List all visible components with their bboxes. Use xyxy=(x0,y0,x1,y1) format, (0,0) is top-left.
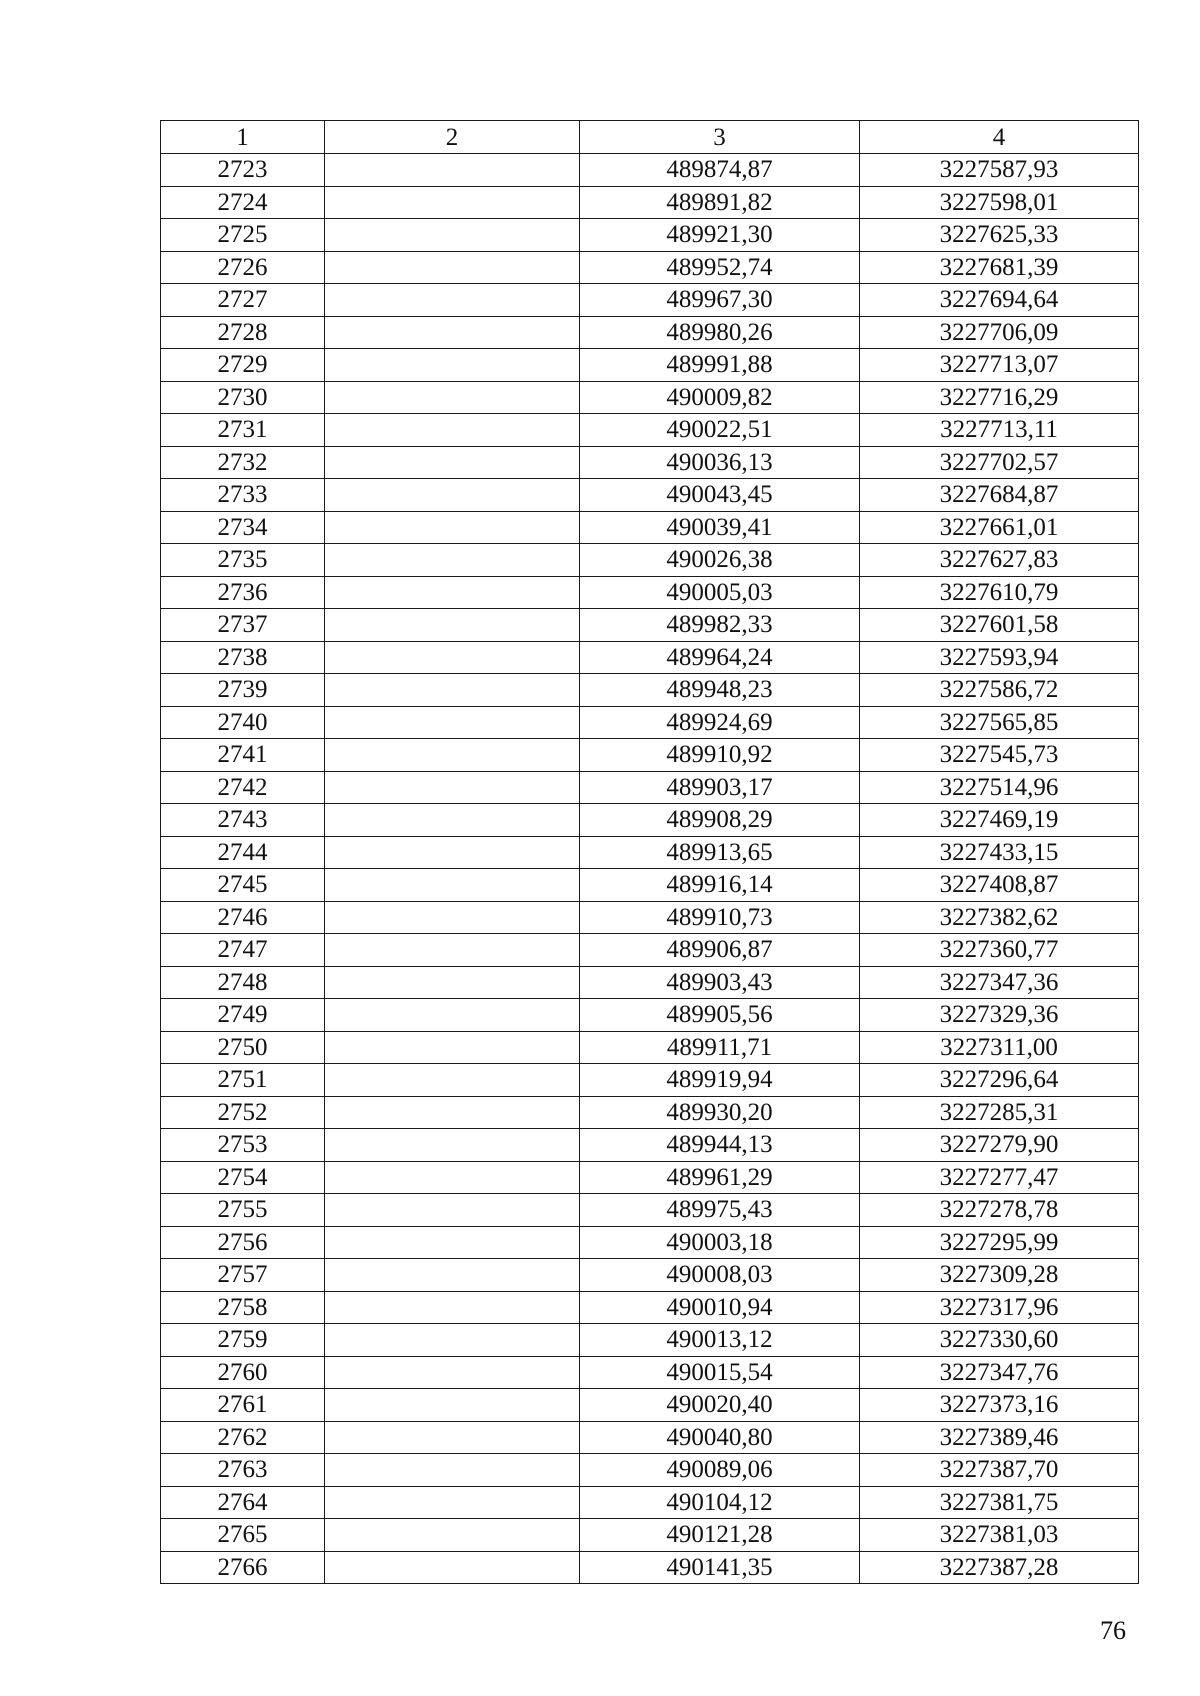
column-2-cell xyxy=(325,1486,580,1519)
x-coordinate-cell: 489964,24 xyxy=(580,641,860,674)
column-2-cell xyxy=(325,739,580,772)
x-coordinate-cell: 490015,54 xyxy=(580,1356,860,1389)
table-row xyxy=(161,1291,1139,1324)
y-coordinate-cell: 3227387,28 xyxy=(860,1551,1139,1584)
point-number-cell: 2754 xyxy=(161,1161,325,1194)
x-coordinate-cell: 489910,92 xyxy=(580,739,860,772)
column-2-cell xyxy=(325,544,580,577)
column-2-cell xyxy=(325,1389,580,1422)
header-row xyxy=(161,121,1139,154)
point-number-cell: 2757 xyxy=(161,1259,325,1292)
point-number-cell: 2743 xyxy=(161,804,325,837)
point-number-cell: 2744 xyxy=(161,836,325,869)
table-row xyxy=(161,1129,1139,1162)
y-coordinate-cell: 3227625,33 xyxy=(860,219,1139,252)
y-coordinate-cell: 3227381,03 xyxy=(860,1519,1139,1552)
column-2-cell xyxy=(325,901,580,934)
column-2-cell xyxy=(325,609,580,642)
column-2-cell xyxy=(325,999,580,1032)
y-coordinate-cell: 3227469,19 xyxy=(860,804,1139,837)
point-number-cell: 2745 xyxy=(161,869,325,902)
y-coordinate-cell: 3227329,36 xyxy=(860,999,1139,1032)
x-coordinate-cell: 489952,74 xyxy=(580,251,860,284)
x-coordinate-cell: 490121,28 xyxy=(580,1519,860,1552)
x-coordinate-cell: 490026,38 xyxy=(580,544,860,577)
y-coordinate-cell: 3227347,36 xyxy=(860,966,1139,999)
y-coordinate-cell: 3227586,72 xyxy=(860,674,1139,707)
column-2-cell xyxy=(325,349,580,382)
point-number-cell: 2737 xyxy=(161,609,325,642)
y-coordinate-cell: 3227311,00 xyxy=(860,1031,1139,1064)
table-row xyxy=(161,609,1139,642)
table-row xyxy=(161,414,1139,447)
y-coordinate-cell: 3227593,94 xyxy=(860,641,1139,674)
table-row xyxy=(161,186,1139,219)
y-coordinate-cell: 3227684,87 xyxy=(860,479,1139,512)
column-2-cell xyxy=(325,641,580,674)
table-row xyxy=(161,576,1139,609)
column-2-cell xyxy=(325,1194,580,1227)
x-coordinate-cell: 489944,13 xyxy=(580,1129,860,1162)
point-number-cell: 2748 xyxy=(161,966,325,999)
x-coordinate-cell: 490141,35 xyxy=(580,1551,860,1584)
point-number-cell: 2761 xyxy=(161,1389,325,1422)
point-number-cell: 2755 xyxy=(161,1194,325,1227)
column-header-3: 3 xyxy=(580,121,860,154)
table-row xyxy=(161,804,1139,837)
point-number-cell: 2760 xyxy=(161,1356,325,1389)
y-coordinate-cell: 3227706,09 xyxy=(860,316,1139,349)
point-number-cell: 2747 xyxy=(161,934,325,967)
table-row xyxy=(161,966,1139,999)
y-coordinate-cell: 3227373,16 xyxy=(860,1389,1139,1422)
column-2-cell xyxy=(325,576,580,609)
point-number-cell: 2766 xyxy=(161,1551,325,1584)
y-coordinate-cell: 3227389,46 xyxy=(860,1421,1139,1454)
column-header-2: 2 xyxy=(325,121,580,154)
table-row xyxy=(161,381,1139,414)
column-2-cell xyxy=(325,479,580,512)
point-number-cell: 2740 xyxy=(161,706,325,739)
column-2-cell xyxy=(325,869,580,902)
table-row xyxy=(161,674,1139,707)
column-2-cell xyxy=(325,771,580,804)
table-row xyxy=(161,1486,1139,1519)
column-2-cell xyxy=(325,966,580,999)
column-2-cell xyxy=(325,804,580,837)
point-number-cell: 2734 xyxy=(161,511,325,544)
column-2-cell xyxy=(325,1421,580,1454)
point-number-cell: 2739 xyxy=(161,674,325,707)
table-row xyxy=(161,641,1139,674)
y-coordinate-cell: 3227381,75 xyxy=(860,1486,1139,1519)
y-coordinate-cell: 3227598,01 xyxy=(860,186,1139,219)
y-coordinate-cell: 3227627,83 xyxy=(860,544,1139,577)
column-2-cell xyxy=(325,1356,580,1389)
page-number: 76 xyxy=(1100,1616,1126,1645)
column-2-cell xyxy=(325,1519,580,1552)
y-coordinate-cell: 3227295,99 xyxy=(860,1226,1139,1259)
y-coordinate-cell: 3227408,87 xyxy=(860,869,1139,902)
point-number-cell: 2723 xyxy=(161,154,325,187)
x-coordinate-cell: 490010,94 xyxy=(580,1291,860,1324)
point-number-cell: 2736 xyxy=(161,576,325,609)
x-coordinate-cell: 489874,87 xyxy=(580,154,860,187)
x-coordinate-cell: 489967,30 xyxy=(580,284,860,317)
point-number-cell: 2759 xyxy=(161,1324,325,1357)
point-number-cell: 2738 xyxy=(161,641,325,674)
x-coordinate-cell: 489961,29 xyxy=(580,1161,860,1194)
x-coordinate-cell: 490040,80 xyxy=(580,1421,860,1454)
y-coordinate-cell: 3227716,29 xyxy=(860,381,1139,414)
table-body xyxy=(161,154,1139,1584)
column-2-cell xyxy=(325,1129,580,1162)
x-coordinate-cell: 490022,51 xyxy=(580,414,860,447)
table-row xyxy=(161,1064,1139,1097)
x-coordinate-cell: 489924,69 xyxy=(580,706,860,739)
table-row xyxy=(161,251,1139,284)
table-row xyxy=(161,836,1139,869)
y-coordinate-cell: 3227610,79 xyxy=(860,576,1139,609)
x-coordinate-cell: 489891,82 xyxy=(580,186,860,219)
table-header xyxy=(161,121,1139,154)
point-number-cell: 2751 xyxy=(161,1064,325,1097)
point-number-cell: 2742 xyxy=(161,771,325,804)
table-row xyxy=(161,869,1139,902)
y-coordinate-cell: 3227279,90 xyxy=(860,1129,1139,1162)
x-coordinate-cell: 490089,06 xyxy=(580,1454,860,1487)
table-row xyxy=(161,706,1139,739)
x-coordinate-cell: 489921,30 xyxy=(580,219,860,252)
x-coordinate-cell: 489910,73 xyxy=(580,901,860,934)
column-2-cell xyxy=(325,1161,580,1194)
point-number-cell: 2753 xyxy=(161,1129,325,1162)
point-number-cell: 2726 xyxy=(161,251,325,284)
table-row xyxy=(161,316,1139,349)
point-number-cell: 2729 xyxy=(161,349,325,382)
x-coordinate-cell: 489980,26 xyxy=(580,316,860,349)
y-coordinate-cell: 3227285,31 xyxy=(860,1096,1139,1129)
y-coordinate-cell: 3227681,39 xyxy=(860,251,1139,284)
column-2-cell xyxy=(325,836,580,869)
table-row xyxy=(161,934,1139,967)
table-row xyxy=(161,1324,1139,1357)
table-row xyxy=(161,1031,1139,1064)
table-row xyxy=(161,511,1139,544)
column-2-cell xyxy=(325,934,580,967)
x-coordinate-cell: 490036,13 xyxy=(580,446,860,479)
point-number-cell: 2727 xyxy=(161,284,325,317)
x-coordinate-cell: 490020,40 xyxy=(580,1389,860,1422)
x-coordinate-cell: 489919,94 xyxy=(580,1064,860,1097)
column-2-cell xyxy=(325,284,580,317)
x-coordinate-cell: 489916,14 xyxy=(580,869,860,902)
table-row xyxy=(161,1161,1139,1194)
y-coordinate-cell: 3227694,64 xyxy=(860,284,1139,317)
point-number-cell: 2750 xyxy=(161,1031,325,1064)
table-row xyxy=(161,1356,1139,1389)
column-2-cell xyxy=(325,1064,580,1097)
x-coordinate-cell: 490013,12 xyxy=(580,1324,860,1357)
point-number-cell: 2732 xyxy=(161,446,325,479)
table-row xyxy=(161,771,1139,804)
table-row xyxy=(161,1519,1139,1552)
y-coordinate-cell: 3227317,96 xyxy=(860,1291,1139,1324)
table-row xyxy=(161,284,1139,317)
y-coordinate-cell: 3227277,47 xyxy=(860,1161,1139,1194)
table-row xyxy=(161,1096,1139,1129)
column-2-cell xyxy=(325,1259,580,1292)
column-2-cell xyxy=(325,446,580,479)
column-2-cell xyxy=(325,251,580,284)
column-2-cell xyxy=(325,154,580,187)
x-coordinate-cell: 489903,17 xyxy=(580,771,860,804)
point-number-cell: 2733 xyxy=(161,479,325,512)
y-coordinate-cell: 3227347,76 xyxy=(860,1356,1139,1389)
x-coordinate-cell: 489930,20 xyxy=(580,1096,860,1129)
y-coordinate-cell: 3227382,62 xyxy=(860,901,1139,934)
point-number-cell: 2752 xyxy=(161,1096,325,1129)
column-2-cell xyxy=(325,219,580,252)
point-number-cell: 2756 xyxy=(161,1226,325,1259)
table-row xyxy=(161,1194,1139,1227)
point-number-cell: 2730 xyxy=(161,381,325,414)
column-2-cell xyxy=(325,186,580,219)
column-2-cell xyxy=(325,1324,580,1357)
y-coordinate-cell: 3227702,57 xyxy=(860,446,1139,479)
x-coordinate-cell: 490008,03 xyxy=(580,1259,860,1292)
column-2-cell xyxy=(325,1031,580,1064)
table-row xyxy=(161,219,1139,252)
x-coordinate-cell: 489903,43 xyxy=(580,966,860,999)
y-coordinate-cell: 3227360,77 xyxy=(860,934,1139,967)
column-header-4: 4 xyxy=(860,121,1139,154)
y-coordinate-cell: 3227309,28 xyxy=(860,1259,1139,1292)
x-coordinate-cell: 490104,12 xyxy=(580,1486,860,1519)
table-row xyxy=(161,1259,1139,1292)
column-header-1: 1 xyxy=(161,121,325,154)
column-2-cell xyxy=(325,1291,580,1324)
x-coordinate-cell: 489948,23 xyxy=(580,674,860,707)
column-2-cell xyxy=(325,1096,580,1129)
x-coordinate-cell: 489908,29 xyxy=(580,804,860,837)
table-row xyxy=(161,1226,1139,1259)
table-row xyxy=(161,999,1139,1032)
point-number-cell: 2735 xyxy=(161,544,325,577)
x-coordinate-cell: 489975,43 xyxy=(580,1194,860,1227)
x-coordinate-cell: 490005,03 xyxy=(580,576,860,609)
x-coordinate-cell: 490039,41 xyxy=(580,511,860,544)
point-number-cell: 2765 xyxy=(161,1519,325,1552)
column-2-cell xyxy=(325,706,580,739)
y-coordinate-cell: 3227713,07 xyxy=(860,349,1139,382)
x-coordinate-cell: 489906,87 xyxy=(580,934,860,967)
x-coordinate-cell: 489905,56 xyxy=(580,999,860,1032)
y-coordinate-cell: 3227587,93 xyxy=(860,154,1139,187)
column-2-cell xyxy=(325,1551,580,1584)
column-2-cell xyxy=(325,1454,580,1487)
table-row xyxy=(161,349,1139,382)
column-2-cell xyxy=(325,316,580,349)
table-row xyxy=(161,479,1139,512)
table-row xyxy=(161,544,1139,577)
point-number-cell: 2731 xyxy=(161,414,325,447)
coordinates-table xyxy=(160,120,1139,1584)
table-row xyxy=(161,901,1139,934)
column-2-cell xyxy=(325,1226,580,1259)
point-number-cell: 2728 xyxy=(161,316,325,349)
point-number-cell: 2741 xyxy=(161,739,325,772)
y-coordinate-cell: 3227661,01 xyxy=(860,511,1139,544)
column-2-cell xyxy=(325,674,580,707)
y-coordinate-cell: 3227278,78 xyxy=(860,1194,1139,1227)
table-row xyxy=(161,446,1139,479)
point-number-cell: 2724 xyxy=(161,186,325,219)
table-row xyxy=(161,1551,1139,1584)
point-number-cell: 2749 xyxy=(161,999,325,1032)
x-coordinate-cell: 489913,65 xyxy=(580,836,860,869)
x-coordinate-cell: 490003,18 xyxy=(580,1226,860,1259)
x-coordinate-cell: 489911,71 xyxy=(580,1031,860,1064)
column-2-cell xyxy=(325,414,580,447)
table-row xyxy=(161,154,1139,187)
point-number-cell: 2746 xyxy=(161,901,325,934)
x-coordinate-cell: 490009,82 xyxy=(580,381,860,414)
x-coordinate-cell: 489991,88 xyxy=(580,349,860,382)
y-coordinate-cell: 3227545,73 xyxy=(860,739,1139,772)
point-number-cell: 2762 xyxy=(161,1421,325,1454)
y-coordinate-cell: 3227296,64 xyxy=(860,1064,1139,1097)
column-2-cell xyxy=(325,381,580,414)
table-row xyxy=(161,1421,1139,1454)
y-coordinate-cell: 3227601,58 xyxy=(860,609,1139,642)
y-coordinate-cell: 3227433,15 xyxy=(860,836,1139,869)
y-coordinate-cell: 3227514,96 xyxy=(860,771,1139,804)
y-coordinate-cell: 3227330,60 xyxy=(860,1324,1139,1357)
point-number-cell: 2725 xyxy=(161,219,325,252)
y-coordinate-cell: 3227565,85 xyxy=(860,706,1139,739)
table-row xyxy=(161,739,1139,772)
table-row xyxy=(161,1389,1139,1422)
point-number-cell: 2764 xyxy=(161,1486,325,1519)
column-2-cell xyxy=(325,511,580,544)
x-coordinate-cell: 490043,45 xyxy=(580,479,860,512)
y-coordinate-cell: 3227387,70 xyxy=(860,1454,1139,1487)
point-number-cell: 2758 xyxy=(161,1291,325,1324)
x-coordinate-cell: 489982,33 xyxy=(580,609,860,642)
table-row xyxy=(161,1454,1139,1487)
point-number-cell: 2763 xyxy=(161,1454,325,1487)
y-coordinate-cell: 3227713,11 xyxy=(860,414,1139,447)
